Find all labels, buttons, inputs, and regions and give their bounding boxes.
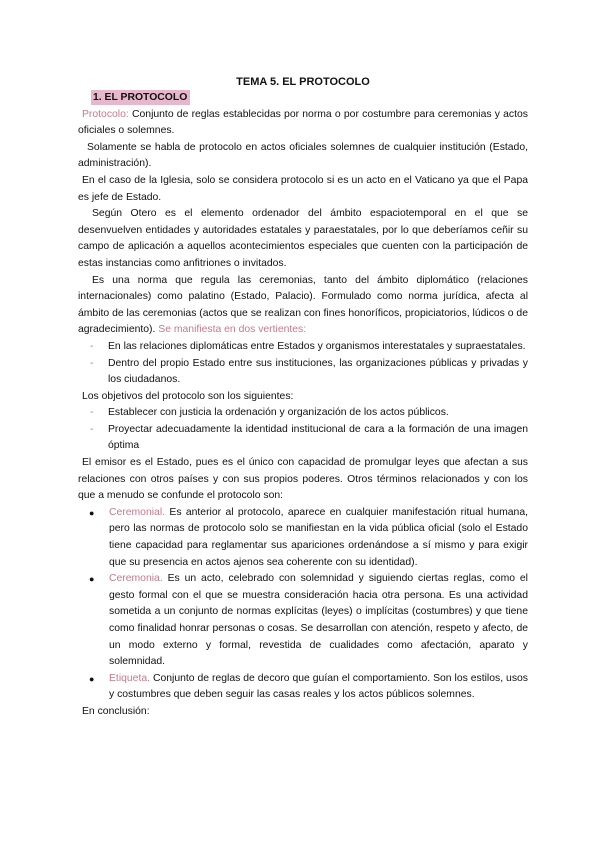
paragraph-iglesia: En el caso de la Iglesia, solo se considera protocolo si es un acto en el Vaticano ya que el Papa es jefe de Estado. bbox=[78, 174, 528, 203]
objectives-intro: Los objetivos del protocolo son los siguientes: bbox=[82, 390, 294, 402]
document-body bbox=[78, 74, 528, 721]
list-item: - En las relaciones diplomáticas entre Estados y organismos interestatales y supraestatales. bbox=[78, 339, 528, 356]
paragraph-norma bbox=[78, 273, 528, 339]
term-ceremonial: Ceremonial. bbox=[109, 506, 166, 518]
term-text: Es un acto, celebrado con solemnidad y siguiendo ciertas reglas, como el gesto formal con el que se muestra consideración hacia otra persona. Es una actividad sometida a un conjunto de normas explícitas (leyes) o implícitas (costumbres) y que tiene como finalidad honrar personas o cosas. Se desarrollan con atención, respeto y afecto, de un modo externo y formal, revestida de cualidades como afectación, aparato y solemnidad. bbox=[109, 573, 528, 668]
page-title: TEMA 5. EL PROTOCOLO bbox=[236, 76, 370, 88]
bullet-icon: ● bbox=[89, 507, 95, 518]
bullet-icon: ● bbox=[89, 673, 95, 684]
list-item bbox=[78, 571, 528, 671]
list-item: - Dentro del propio Estado entre sus instituciones, las organizaciones públicas y privadas y los ciudadanos. bbox=[78, 356, 528, 389]
vertientes-label: Se manifiesta en dos vertientes: bbox=[158, 324, 307, 336]
section-heading bbox=[91, 90, 528, 107]
objectives-list bbox=[78, 405, 528, 455]
paragraph-protocolo bbox=[78, 107, 528, 140]
terms-list bbox=[78, 505, 528, 704]
list-item bbox=[78, 505, 528, 571]
term-etiqueta: Etiqueta. bbox=[109, 672, 151, 684]
paragraph-solamente: Solamente se habla de protocolo en actos oficiales solemnes de cualquier institución (Estado, administración). bbox=[78, 141, 528, 170]
term-text: Es anterior al protocolo, aparece en cualquier manifestación ritual humana, pero las normas de protocolo solo se manifiestan en la vida pública oficial (solo el Estado tiene capacidad para reglamentar sus apariciones ordenándose a sí mismo y para exigir que su presencia en actos ajenos sea coherente con su identidad). bbox=[109, 506, 528, 568]
paragraph-emisor: El emisor es el Estado, pues es el único con capacidad de promulgar leyes que afectan a sus relaciones con otros países y con sus propios poderes. Otros términos relacionados y con los que a menudo se confunde el protocolo son: bbox=[78, 457, 528, 502]
paragraph-norma-text: Es una norma que regula las ceremonias, tanto del ámbito diplomático (relaciones internacionales) como palatino (Estado, Palacio). Formulado como norma jurídica, afecta al ámbito de las ceremonias (actos que se realizan con fines honoríficos, propiciatorios, lúdicos o de agradecimiento). bbox=[78, 274, 528, 336]
list-item: - Proyectar adecuadamente la identidad institucional de cara a la formación de una imagen óptima bbox=[78, 422, 528, 455]
term-ceremonia: Ceremonia. bbox=[109, 573, 163, 585]
bullet-icon: ● bbox=[89, 574, 95, 585]
term-text: Conjunto de reglas de decoro que guían el comportamiento. Son los estilos, usos y costumbres que deben seguir las casas reales y los actos públicos solemnes. bbox=[109, 672, 528, 701]
term-protocolo: Protocolo: bbox=[82, 108, 129, 120]
conclusion: En conclusión: bbox=[82, 705, 150, 717]
list-item: - Establecer con justicia la ordenación y organización de los actos públicos. bbox=[78, 405, 528, 422]
section-heading-label: 1. EL PROTOCOLO bbox=[91, 90, 190, 105]
paragraph-otero: Según Otero es el elemento ordenador del ámbito espaciotemporal en el que se desenvuelven entidades y autoridades estatales y paraestatales, por lo que deberíamos ceñir su campo de aplicación a aquellos acontecimientos especiales que cuenten con la participación de estas instancias como anfitriones o invitados. bbox=[78, 208, 528, 269]
list-item bbox=[78, 671, 528, 704]
paragraph-protocolo-text: Conjunto de reglas establecidas por norma o por costumbre para ceremonias y actos oficiales o solemnes. bbox=[78, 108, 528, 137]
vertientes-list bbox=[78, 339, 528, 389]
